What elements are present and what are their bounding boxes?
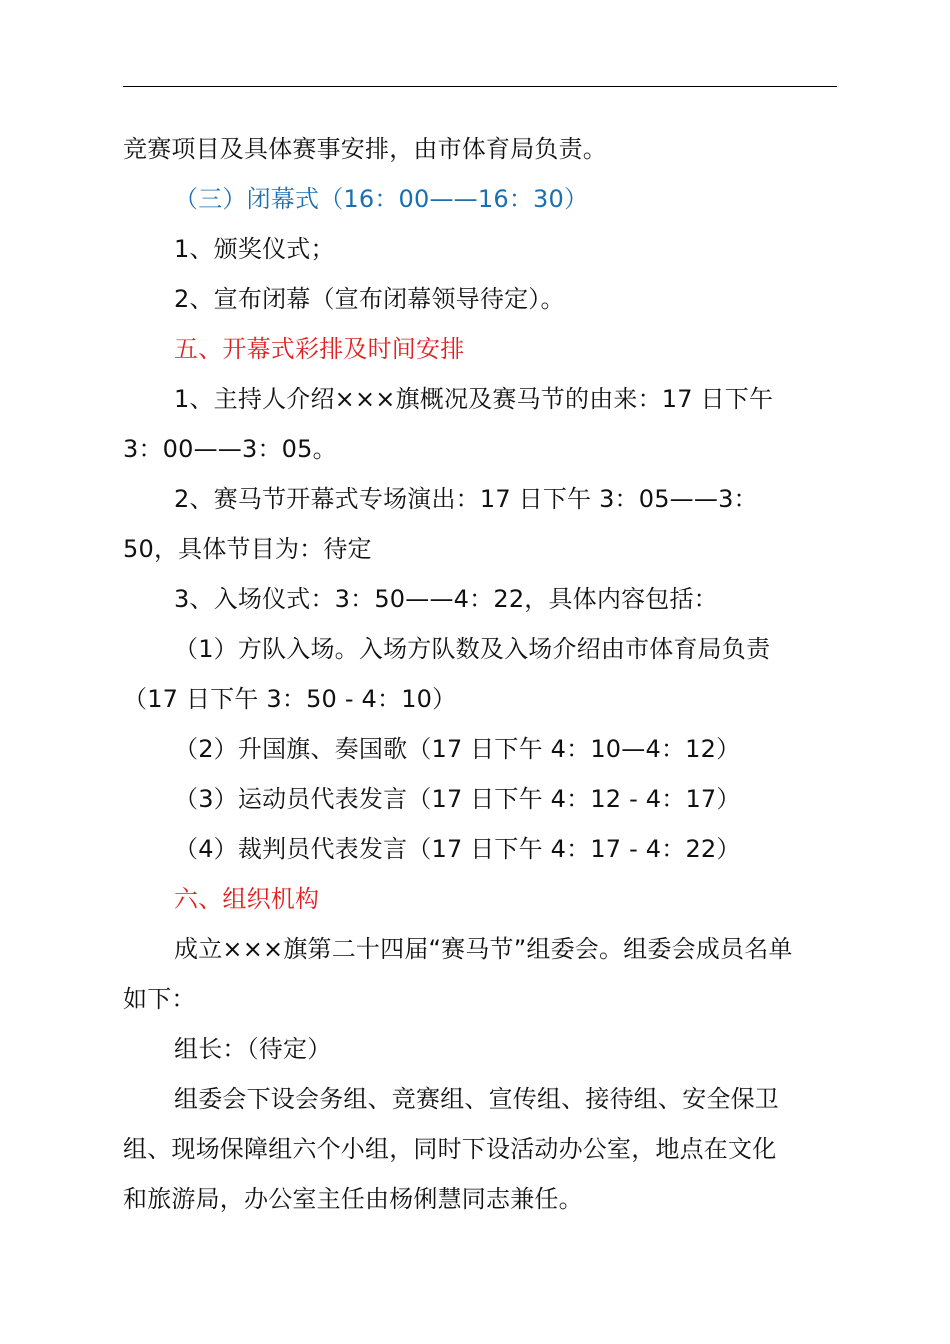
paragraph-line: 竞赛项目及具体赛事安排，由市体育局负责。 — [123, 135, 607, 163]
section-heading-organization: 六、组织机构 — [174, 885, 320, 913]
paragraph-line: 如下： — [123, 985, 196, 1013]
paragraph-line: 50，具体节目为：待定 — [123, 535, 372, 563]
section-heading-rehearsal: 五、开幕式彩排及时间安排 — [174, 335, 465, 363]
paragraph-line: 组、现场保障组六个小组，同时下设活动办公室，地点在文化 — [123, 1135, 777, 1163]
paragraph-line: 组长：（待定） — [174, 1035, 332, 1063]
paragraph-line: 和旅游局，办公室主任由杨俐慧同志兼任。 — [123, 1185, 583, 1213]
list-item: 1、颁奖仪式； — [174, 235, 335, 263]
paragraph-line: 成立×××旗第二十四届“赛马节”组委会。组委会成员名单 — [174, 935, 793, 963]
list-item: 2、赛马节开幕式专场演出：17 日下午 3：05——3： — [174, 485, 758, 513]
list-item: 1、主持人介绍×××旗概况及赛马节的由来：17 日下午 — [174, 385, 774, 413]
list-item: 2、宣布闭幕（宣布闭幕领导待定）。 — [174, 285, 565, 313]
paragraph-line: 3：00——3：05。 — [123, 435, 337, 463]
list-item: （4）裁判员代表发言（17 日下午 4：17 - 4：22） — [174, 835, 741, 863]
section-heading-closing-ceremony: （三）闭幕式（16：00——16：30） — [174, 185, 589, 213]
list-item: （2）升国旗、奏国歌（17 日下午 4：10—4：12） — [174, 735, 741, 763]
header-rule — [123, 86, 837, 87]
paragraph-line: 组委会下设会务组、竞赛组、宣传组、接待组、安全保卫 — [174, 1085, 779, 1113]
list-item: （1）方队入场。入场方队数及入场介绍由市体育局负责 — [174, 635, 771, 663]
list-item: 3、入场仪式：3：50——4：22，具体内容包括： — [174, 585, 718, 613]
paragraph-line: （17 日下午 3：50 - 4：10） — [123, 685, 457, 713]
list-item: （3）运动员代表发言（17 日下午 4：12 - 4：17） — [174, 785, 741, 813]
